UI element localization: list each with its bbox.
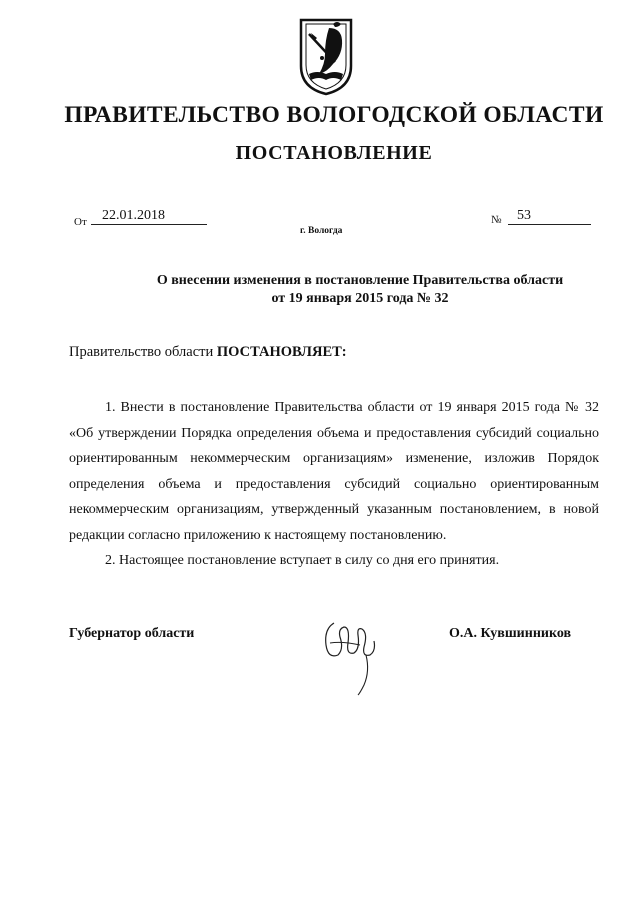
date-value: 22.01.2018 — [91, 207, 207, 225]
document-subject — [80, 272, 640, 308]
coat-of-arms-icon — [297, 14, 355, 96]
decree-prefix: Правительство области — [69, 344, 217, 360]
signature-mark — [320, 615, 382, 697]
signatory-name: О.А. Кувшинников — [449, 626, 572, 641]
signatory-role: Губернатор области — [69, 626, 195, 641]
subject-line-2: от 19 января 2015 года № 32 — [271, 291, 449, 306]
body-paragraph-1: 1. Внести в постановление Правительства области от 19 января 2015 года № 32 «Об утверждении Порядка определения объема и предоставления субсидий социально ориентированным некоммерческим организациям» изменение, изложив Порядок определения объема и предоставления субсидий социально ориентированным некоммерческим организациям, утвержденный указанным постановлением, в новой редакции согласно приложению к настоящему постановлению. — [69, 400, 599, 543]
document-body — [69, 395, 599, 574]
body-paragraph-2: 2. Настоящее постановление вступает в силу со дня его принятия. — [105, 553, 500, 568]
decree-statement — [69, 344, 347, 361]
number-value: 53 — [508, 207, 591, 225]
city-label: г. Вологда — [300, 226, 343, 236]
number-label: № — [491, 214, 502, 226]
date-label: От — [74, 216, 87, 228]
subject-line-1: О внесении изменения в постановление Правительства области — [156, 273, 564, 288]
decree-keyword: ПОСТАНОВЛЯЕТ: — [216, 344, 347, 360]
organization-title: ПРАВИТЕЛЬСТВО ВОЛОГОДСКОЙ ОБЛАСТИ — [64, 102, 604, 128]
document-type-title: ПОСТАНОВЛЕНИЕ — [235, 142, 433, 164]
